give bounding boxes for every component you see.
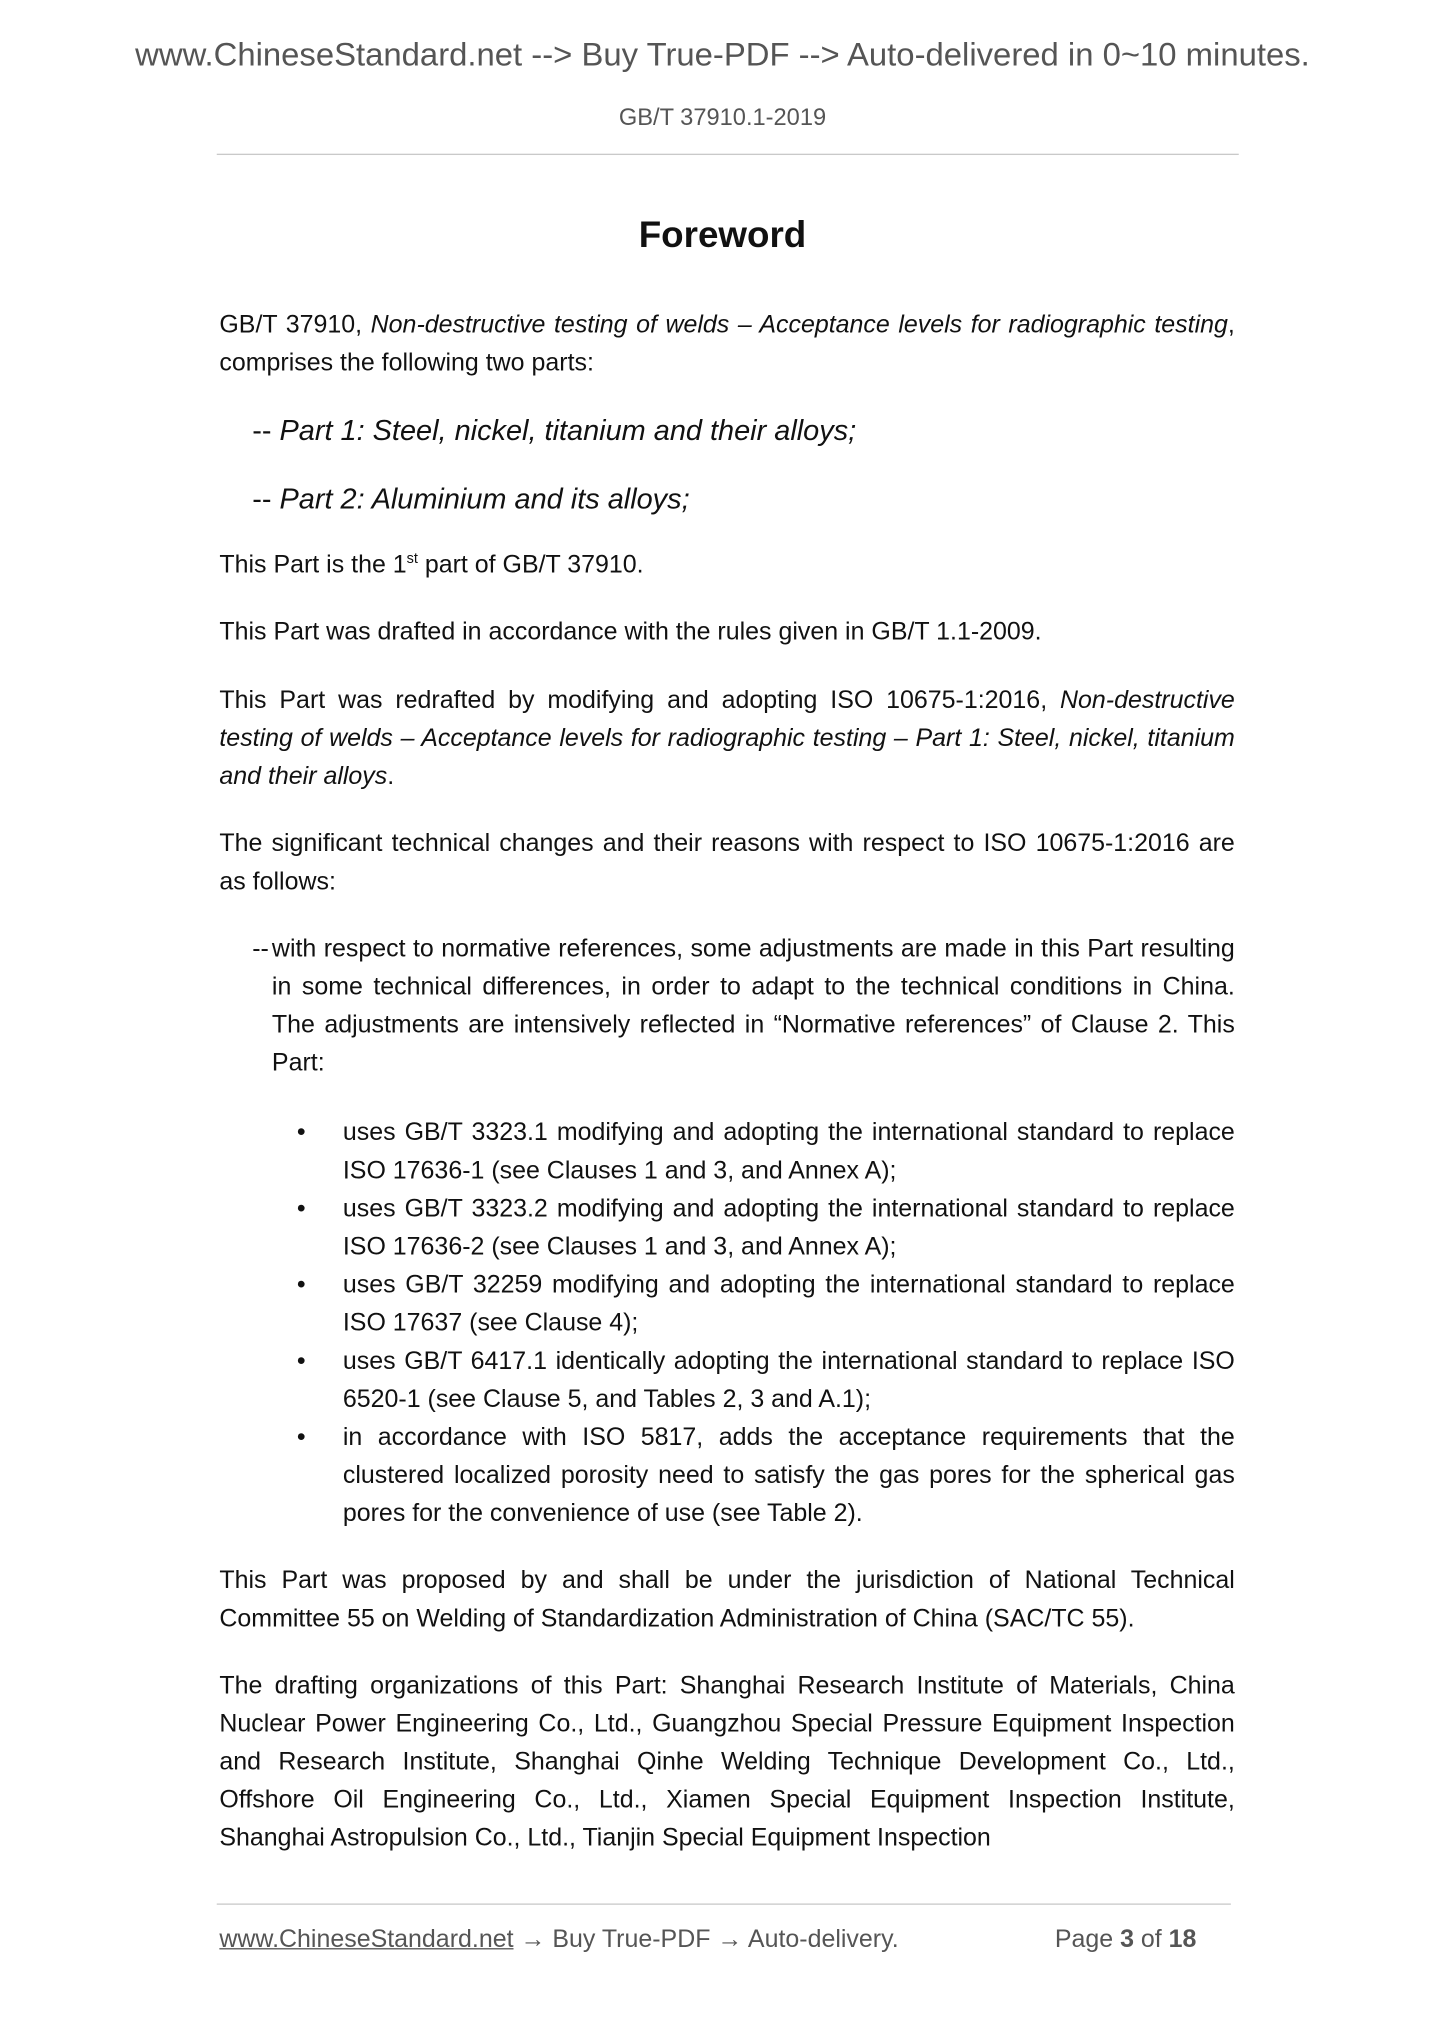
list-item: uses GB/T 3323.2 modifying and adopting the international standard to replace ISO 17636-2 (see Clauses 1 and 3, and Annex A); bbox=[342, 1195, 1235, 1262]
bullet-dot: • bbox=[296, 1195, 306, 1223]
arrow-icon: → bbox=[520, 1925, 546, 1954]
bullet-dot: • bbox=[296, 1271, 306, 1300]
footer-promo: www.ChineseStandard.net → Buy True-PDF → Auto-delivery. bbox=[219, 1925, 899, 1954]
redrafted-paragraph: This Part was redrafted by modifying and adopting ISO 10675-1:2016, Non-destructive testing of welds – Acceptance levels for radiographic testing – Part 1: Steel, nickel, titanium and their alloys. bbox=[219, 687, 1235, 791]
header-banner[interactable]: www.ChineseStandard.net --> Buy True-PDF --> Auto-delivered in 0~10 minutes. bbox=[135, 36, 1310, 74]
part-of-paragraph: This Part is the 1st part of GB/T 37910. bbox=[219, 551, 644, 580]
part-1-label: Part 1: Steel, nickel, titanium and their alloys; bbox=[279, 413, 857, 447]
footer-divider bbox=[217, 1903, 1231, 1904]
arrow-icon: → bbox=[717, 1925, 743, 1954]
total-pages: 18 bbox=[1168, 1925, 1197, 1954]
footer-link[interactable]: www.ChineseStandard.net bbox=[219, 1925, 514, 1954]
list-item: uses GB/T 3323.1 modifying and adopting the international standard to replace ISO 17636-1 (see Clauses 1 and 3, and Annex A); bbox=[342, 1119, 1235, 1185]
list-item: uses GB/T 6417.1 identically adopting the international standard to replace ISO 6520-1 (see Clause 5, and Tables 2, 3 and A.1); bbox=[342, 1347, 1235, 1414]
list-dash: -- bbox=[252, 482, 280, 515]
list-item: uses GB/T 32259 modifying and adopting the international standard to replace ISO 17637 (see Clause 4); bbox=[342, 1271, 1235, 1338]
intro-paragraph bbox=[219, 306, 1234, 382]
list-item: in accordance with ISO 5817, adds the acceptance requirements that the clustered localized porosity need to satisfy the gas pores for the spherical gas pores for the convenience of use (see Table 2). bbox=[342, 1423, 1235, 1528]
page-number: 3 bbox=[1120, 1925, 1134, 1954]
part-list-item bbox=[252, 411, 856, 450]
intro-code: GB/T 37910, bbox=[219, 311, 371, 339]
bullet-dot: • bbox=[296, 1347, 306, 1376]
part-2-label: Part 2: Aluminium and its alloys; bbox=[279, 482, 690, 515]
ordinal-superscript: st bbox=[406, 551, 418, 568]
changes-intro-paragraph: The significant technical changes and their reasons with respect to ISO 10675-1:2016 are as follows: bbox=[219, 830, 1235, 896]
header-divider bbox=[217, 154, 1239, 155]
bullet-dot: • bbox=[296, 1423, 306, 1452]
page-indicator: Page 3 of 18 bbox=[1054, 1925, 1197, 1954]
proposed-paragraph: This Part was proposed by and shall be under the jurisdiction of National Technical Committee 55 on Welding of Standardization Administration of China (SAC/TC 55). bbox=[219, 1567, 1235, 1633]
bullet-dot: • bbox=[296, 1119, 306, 1147]
drafted-rules-paragraph: This Part was drafted in accordance with the rules given in GB/T 1.1-2009. bbox=[219, 618, 1042, 647]
iso-title: Non-destructive testing of welds – Acceptance levels for radiographic testing – Part 1: Steel, nickel, titanium and their alloys bbox=[219, 687, 1235, 791]
list-dash: -- bbox=[252, 413, 280, 447]
normative-change-item: with respect to normative references, some adjustments are made in this Part resulting in some technical differences, in order to adapt to the technical conditions in China. The adjustments are intensively reflected in “Normative references” of Clause 2. This Part: bbox=[271, 935, 1235, 1078]
standard-code: GB/T 37910.1-2019 bbox=[618, 103, 827, 131]
page-title: Foreword bbox=[638, 214, 807, 255]
drafting-organizations-paragraph: The drafting organizations of this Part: Shanghai Research Institute of Materials, China Nuclear Power Engineering Co., Ltd., Guangzhou Special Pressure Equipment Inspection and Research Institute, Shanghai Qinhe Welding Technique Development Co., Ltd., Offshore Oil Engineering Co., Ltd., Xiamen Special Equipment Inspection Institute, Shanghai Astropulsion Co., Ltd., Tianjin Special Equipment Inspection bbox=[219, 1672, 1235, 1853]
intro-title: Non-destructive testing of welds – Acceptance levels for radiographic testing bbox=[370, 311, 1228, 339]
intro-tail: , comprises the following two parts: bbox=[219, 311, 1235, 378]
part-list-item bbox=[252, 479, 689, 518]
list-dash: -- bbox=[252, 935, 269, 963]
